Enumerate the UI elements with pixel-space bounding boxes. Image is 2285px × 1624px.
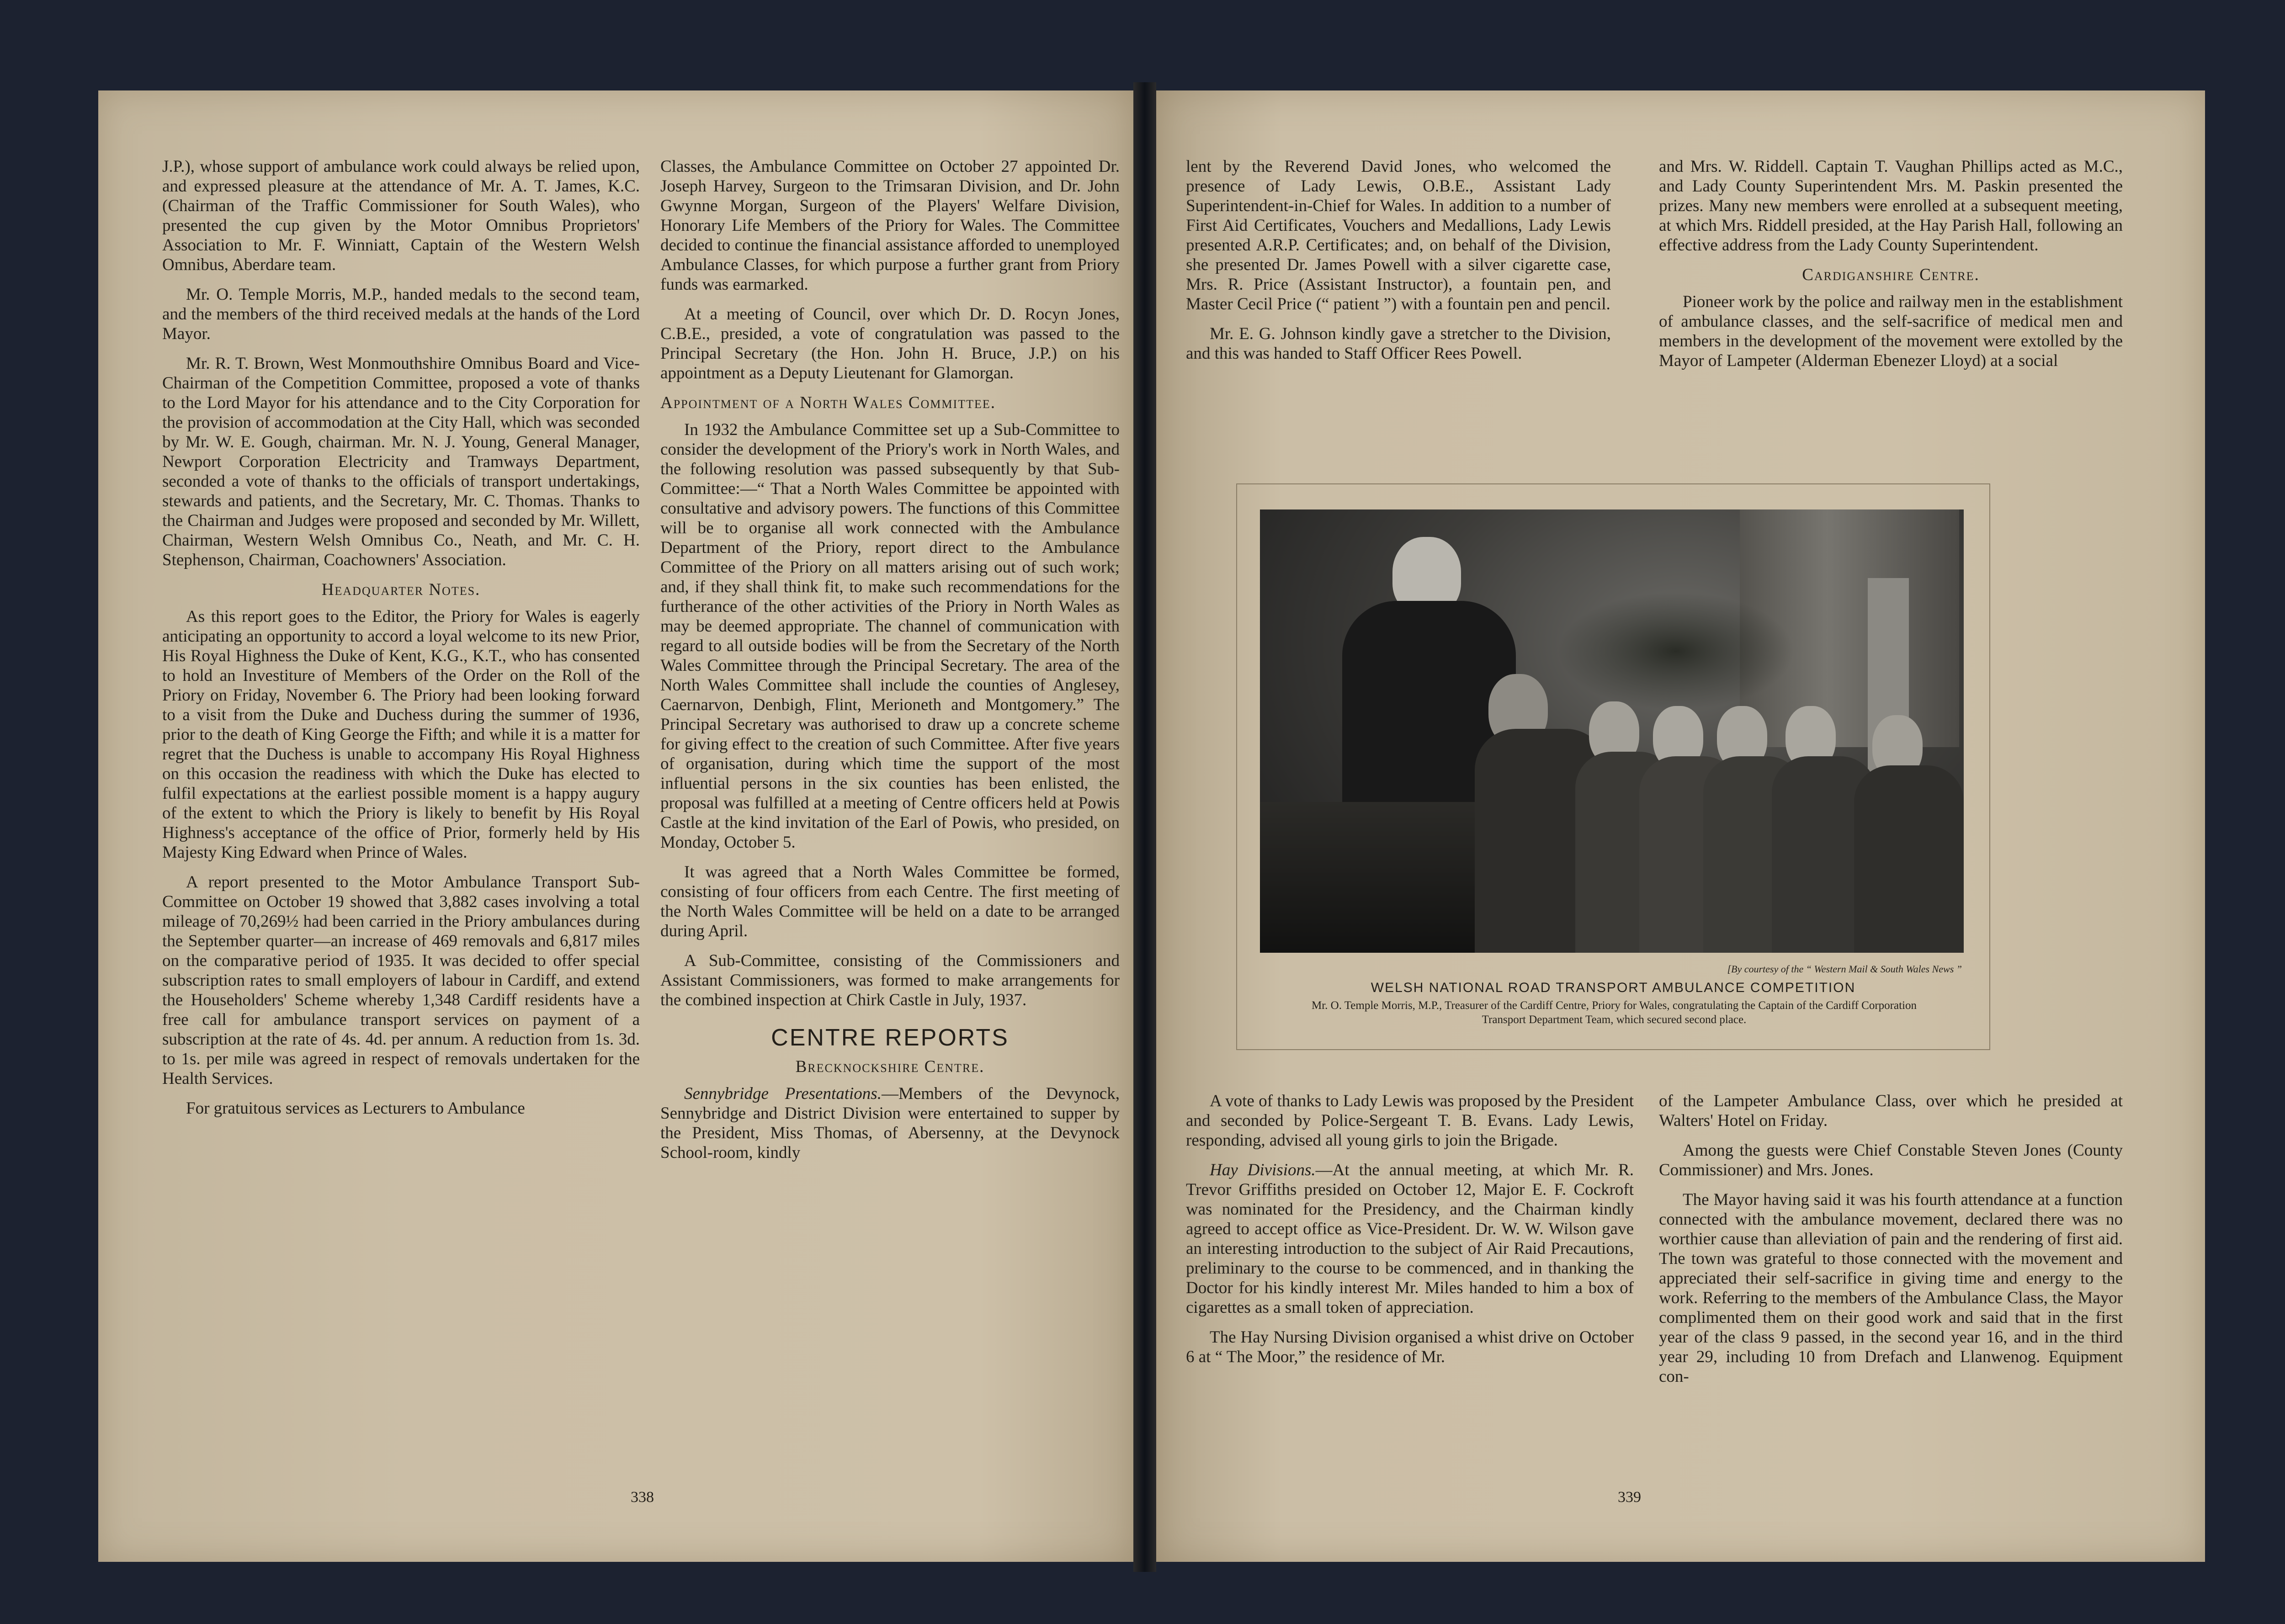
paragraph: As this report goes to the Editor, the Priory for Wales is eagerly anticipating an opportunity to accord a loyal welcome to its new Prior, His Royal Highness the Duke of Kent, K.G., K.T., who has consented to hold an Investiture of Members of the Order on the Roll of the Priory on Friday, November 6. The Priory had been looking forward to a visit from the Duke and Duchess during the summer of 1936, prior to the death of King George the Fifth; and while it is a matter for regret that the Duchess is unable to accompany His Royal Highness on this occasion the readiness with which the Duke has elected to fulfil expectations at the earliest possible moment is a happy augury of the extent to which the Priory is likely to benefit by His Royal Highness's acceptance of the office of Prior, formerly held by His Majesty King Edward when Prince of Wales. bbox=[162, 607, 640, 862]
paragraph: J.P.), whose support of ambulance work could always be relied upon, and expressed pleasure at the attendance of Mr. A. T. James, K.C. (Chairman of the Traffic Commissioner for South Wales), who presented the cup given by the Motor Omnibus Proprietors' Association to Mr. F. Winniatt, Captain of the Western Welsh Omnibus, Aberdare team. bbox=[162, 157, 640, 274]
paragraph: and Mrs. W. Riddell. Captain T. Vaughan Phillips acted as M.C., and Lady County Superintendent Mrs. M. Paskin presented the prizes. Many new members were enrolled at a subsequent meeting, at which Mrs. Riddell presided, at the Hay Parish Hall, following an effective address from the Lady County Superintendent. bbox=[1659, 157, 2123, 255]
paragraph-text: —Members of the Devynock, Sennybridge and District Division were entertained to supper by the President, Miss Thomas, of Abersenny, at the Devynock School-room, kindly bbox=[660, 1084, 1120, 1162]
figure-shape bbox=[1854, 765, 1964, 953]
paragraph: A Sub-Committee, consisting of the Commissioners and Assistant Commissioners, was formed to make arrangements for the combined inspection at Chirk Castle in July, 1937. bbox=[660, 951, 1120, 1009]
section-heading: Headquarter Notes. bbox=[321, 580, 481, 599]
paragraph: Classes, the Ambulance Committee on October 27 appointed Dr. Joseph Harvey, Surgeon to the Trimsaran Division, and Dr. John Gwynne Morgan, Surgeon of the Players' Welfare Division, Honorary Life Members of the Priory for Wales. The Committee decided to continue the financial assistance afforded to unemployed Ambulance Classes, for which purpose a further grant from Priory funds was earmarked. bbox=[660, 157, 1120, 294]
paragraph: It was agreed that a North Wales Committee be formed, consisting of four officers from each Centre. The first meeting of the North Wales Committee will be held on a date to be arranged during April. bbox=[660, 863, 1120, 940]
paragraph-text: —At the annual meeting, at which Mr. R. Trevor Griffiths presided on October 12, Major E. F. Cockroft was nominated for the Presidency, and the Chairman kindly agreed to accept office as Vice-President. Dr. W. W. Wilson gave an interesting introduction to the subject of Air Raid Precautions, preliminary to the course to be commenced, and in thanking the Doctor for his kindly interest Mr. Miles handed to him a box of cigarettes as a small token of appreciation. bbox=[1186, 1161, 1634, 1317]
photo-caption-title: WELSH NATIONAL ROAD TRANSPORT AMBULANCE COMPETITION bbox=[1371, 980, 1856, 995]
photo-figure bbox=[1236, 483, 1990, 1050]
paragraph: For gratuitous services as Lecturers to Ambulance bbox=[186, 1099, 525, 1118]
paragraph: A report presented to the Motor Ambulance Transport Sub-Committee on October 19 showed that 3,882 cases involving a total mileage of 70,269½ had been carried in the Priory ambulances during the September quarter—an increase of 469 removals and 6,817 miles on the comparative period of 1935. It was decided to offer special subscription rates to small employers of labour in Cardiff, and extend the Householders' Scheme whereby 1,348 Cardiff residents have a free call for ambulance transport services on payment of a subscription at the rate of 4s. 4d. per annum. A reduction from 1s. 3d. to 1s. per mile was agreed in respect of removals undertaken for the Health Services. bbox=[162, 873, 640, 1088]
plant-shape bbox=[1557, 592, 1795, 711]
paragraph: At a meeting of Council, over which Dr. D. Rocyn Jones, C.B.E., presided, a vote of congratulation was passed to the Principal Secretary (the Hon. John H. Bruce, J.P.) on his appointment as a Deputy Lieutenant for Glamorgan. bbox=[660, 305, 1120, 382]
photo-caption: Mr. O. Temple Morris, M.P., Treasurer of the Cardiff Centre, Priory for Wales, congratulating the Captain of the Cardiff Corporation Transport Department Team, which secured second place. bbox=[1311, 999, 1917, 1026]
paragraph: In 1932 the Ambulance Committee set up a Sub-Committee to consider the development of the Priory's work in North Wales, and the following resolution was passed subsequently by that Sub-Committee:—“ That a North Wales Committee be appointed with consultative and advisory powers. The functions of this Committee will be to organise all work connected with the Ambulance Department of the Priory, report direct to the Ambulance Committee of the Priory on all matters arising out of such work; and, if they shall think fit, to make such recommendations for the furtherance of the other activities of the Priory in North Wales as may be deemed appropriate. The channel of communication with regard to all outside bodies will be from the Secretary of the North Wales Committee through the Principal Secretary. The area of the North Wales Committee shall include the counties of Anglesey, Caernarvon, Denbigh, Flint, Merioneth and Montgomery.” The Principal Secretary was authorised to draw up a concrete scheme for giving effect to the creation of such Committee. After five years of organisation, during which time the support of the most influential persons in the six counties has been enlisted, the proposal was fulfilled at a meeting of Centre officers held at Powis Castle at the kind invitation of the Earl of Powis, who presided, on Monday, October 5. bbox=[660, 420, 1120, 852]
book-gutter bbox=[1133, 82, 1156, 1572]
left-page-column-1 bbox=[162, 157, 640, 1128]
run-in-heading: Hay Divisions. bbox=[1210, 1161, 1316, 1179]
left-page bbox=[98, 90, 1133, 1562]
paragraph: Pioneer work by the police and railway men in the establishment of ambulance classes, and the self-sacrifice of medical men and members in the development of the movement were extolled by the Mayor of Lampeter (Alderman Ebenezer Lloyd) at a social bbox=[1659, 292, 2123, 370]
photo-credit: [By courtesy of the “ Western Mail & South Wales News ” bbox=[1727, 963, 1962, 975]
page-number: 339 bbox=[1618, 1489, 1641, 1506]
section-heading: Cardiganshire Centre. bbox=[1802, 265, 1980, 284]
run-in-heading: Sennybridge Presentations. bbox=[684, 1084, 882, 1103]
paragraph bbox=[1186, 1160, 1634, 1317]
photograph bbox=[1260, 509, 1964, 953]
page-number: 338 bbox=[631, 1489, 654, 1506]
paragraph: of the Lampeter Ambulance Class, over which he presided at Walters' Hotel on Friday. bbox=[1659, 1092, 2123, 1130]
left-page-column-2 bbox=[660, 157, 1120, 1173]
section-heading: Appointment of a North Wales Committee. bbox=[660, 393, 996, 412]
paragraph: The Mayor having said it was his fourth attendance at a function connected with the ambulance movement, declared there was no worthier cause than alleviation of pain and the rendering of first aid. The town was grateful to those connected with the movement and appreciated their self-sacrifice in giving time and energy to the work. Referring to the members of the Ambulance Class, the Mayor complimented them on their good work and said that in the first year of the class 9 passed, in the second year 16, and in the third year 29, including 10 from Drefach and Llanwenog. Equipment con- bbox=[1659, 1190, 2123, 1386]
paragraph: Mr. R. T. Brown, West Monmouthshire Omnibus Board and Vice-Chairman of the Competition Committee, proposed a vote of thanks to the Lord Mayor for his attendance and to the City Corporation for the provision of accommodation at the City Hall, which was seconded by Mr. W. E. Gough, chairman. Mr. N. J. Young, General Manager, Newport Corporation Electricity and Tramways Department, seconded a vote of thanks to the officials of transport undertakings, stewards and patients, and the Secretary, Mr. C. Thomas. Thanks to the Chairman and Judges were proposed and seconded by Mr. Willett, Chairman, Western Welsh Omnibus Co., Neath, and Mr. C. H. Stephenson, Chairman, Coachowners' Association. bbox=[162, 354, 640, 569]
centre-reports-title: CENTRE REPORTS bbox=[771, 1024, 1009, 1051]
right-page-column-3 bbox=[1186, 1091, 1634, 1377]
paragraph bbox=[660, 1084, 1120, 1162]
paragraph: Among the guests were Chief Constable Steven Jones (County Commissioner) and Mrs. Jones. bbox=[1659, 1141, 2123, 1179]
paragraph: lent by the Reverend David Jones, who welcomed the presence of Lady Lewis, O.B.E., Assistant Lady Superintendent-in-Chief for Wales. In addition to a number of First Aid Certificates, Vouchers and Medallions, Lady Lewis presented A.R.P. Certificates; and, on behalf of the Division, she presented Dr. James Powell with a silver cigarette case, Mrs. R. Price (Assistant Instructor), a fountain pen, and Master Cecil Price (“ patient ”) with a fountain pen and pencil. bbox=[1186, 157, 1611, 313]
paragraph: Mr. E. G. Johnson kindly gave a stretcher to the Division, and this was handed to Staff Officer Rees Powell. bbox=[1186, 324, 1611, 363]
right-page bbox=[1156, 90, 2205, 1562]
right-page-column-4 bbox=[1659, 1091, 2123, 1396]
section-heading: Brecknockshire Centre. bbox=[795, 1057, 985, 1076]
right-page-column-2 bbox=[1659, 157, 2123, 381]
right-page-column-1 bbox=[1186, 157, 1611, 373]
paragraph: A vote of thanks to Lady Lewis was proposed by the President and seconded by Police-Sergeant T. B. Evans. Lady Lewis, responding, advised all young girls to join the Brigade. bbox=[1186, 1092, 1634, 1150]
paragraph: Mr. O. Temple Morris, M.P., handed medals to the second team, and the members of the third received medals at the hands of the Lord Mayor. bbox=[162, 285, 640, 343]
paragraph: The Hay Nursing Division organised a whist drive on October 6 at “ The Moor,” the residence of Mr. bbox=[1186, 1328, 1634, 1366]
